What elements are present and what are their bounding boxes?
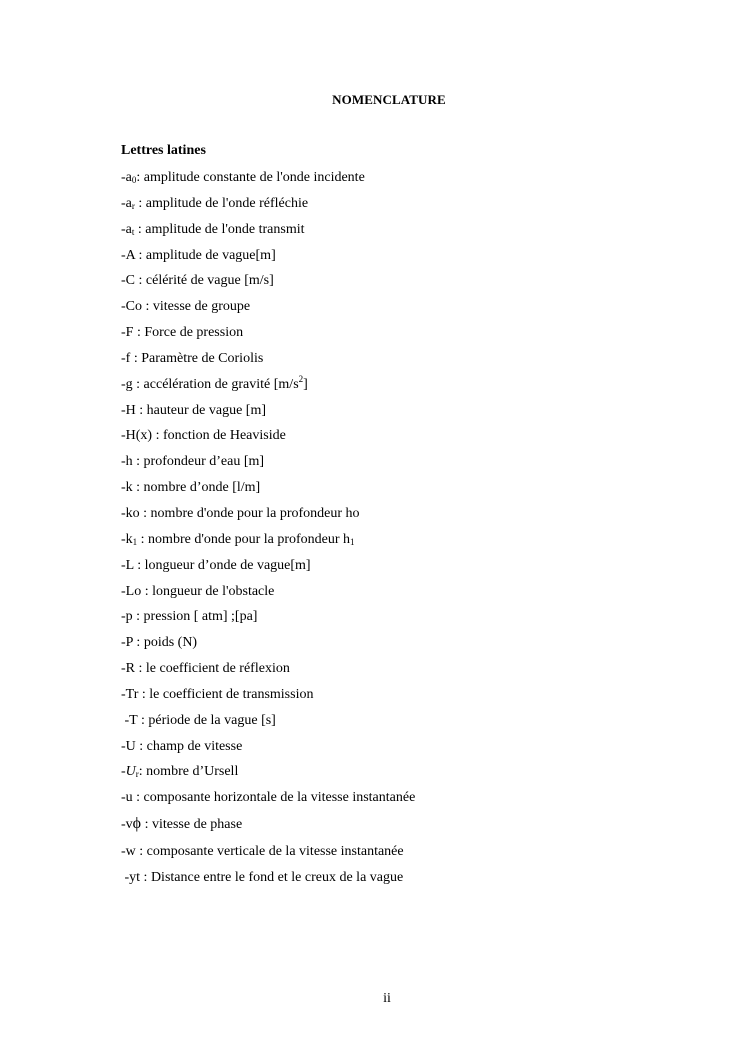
definition: -A : amplitude de vague[m]	[121, 247, 276, 263]
subscript: 1	[350, 536, 355, 547]
definition: : amplitude de l'onde transmit	[134, 221, 305, 237]
list-item	[121, 762, 415, 788]
list-item	[121, 842, 415, 868]
list-item	[121, 582, 415, 608]
symbol: -a	[121, 195, 132, 211]
list-item	[121, 607, 415, 633]
list-item	[121, 504, 415, 530]
list-item	[121, 659, 415, 685]
definition: -p : pression [ atm] ;[pa]	[121, 609, 258, 625]
definition: -Co : vitesse de groupe	[121, 299, 251, 315]
subscript: r	[131, 200, 135, 211]
list-item	[121, 297, 415, 323]
list-item	[121, 815, 415, 842]
symbol: -v	[121, 817, 133, 833]
nomenclature-list	[121, 168, 415, 894]
definition: : nombre d'onde pour la profondeur h	[137, 531, 351, 547]
list-item	[121, 194, 415, 220]
definition: -k : nombre d’onde [l/m]	[121, 480, 261, 496]
list-item	[121, 788, 415, 815]
definition: -Tr : le coefficient de transmission	[121, 686, 314, 702]
subscript: r	[135, 769, 139, 780]
definition: -F : Force de pression	[121, 325, 244, 341]
list-item	[121, 375, 415, 401]
list-item	[121, 556, 415, 582]
list-item	[121, 737, 415, 763]
list-item	[121, 271, 415, 297]
definition: -Lo : longueur de l'obstacle	[121, 583, 275, 599]
list-item	[121, 530, 415, 556]
superscript: 2	[298, 373, 304, 384]
italic-symbol: U	[125, 764, 136, 780]
definition: -yt : Distance entre le fond et le creux de la vague	[121, 870, 404, 886]
list-item	[121, 168, 415, 194]
list-item	[121, 220, 415, 246]
definition: -H(x) : fonction de Heaviside	[121, 428, 286, 444]
subscript: t	[131, 226, 135, 237]
list-item	[121, 349, 415, 375]
definition: -T : période de la vague [s]	[121, 712, 276, 728]
symbol: -a	[121, 170, 132, 185]
definition: : amplitude constante de l'onde incidente	[136, 170, 365, 185]
list-item	[121, 323, 415, 349]
definition: -R : le coefficient de réflexion	[121, 661, 290, 677]
definition: -h : profondeur d’eau [m]	[121, 454, 265, 470]
list-item	[121, 711, 415, 737]
section-heading: Lettres latines	[121, 143, 206, 158]
definition: : amplitude de l'onde réfléchie	[134, 195, 309, 211]
definition: -w : composante verticale de la vitesse instantanée	[121, 844, 404, 860]
symbol: -	[121, 764, 126, 780]
list-item	[121, 426, 415, 452]
definition: -L : longueur d’onde de vague[m]	[121, 557, 311, 573]
list-item	[121, 401, 415, 427]
symbol: -k	[121, 531, 133, 547]
symbol: -g : accélération de gravité [m/s	[121, 376, 299, 392]
list-item	[121, 452, 415, 478]
subscript: 1	[132, 536, 138, 547]
symbol: -a	[121, 221, 132, 237]
definition: -f : Paramètre de Coriolis	[121, 350, 264, 366]
phi-symbol: ϕ	[132, 815, 142, 833]
definition: -P : poids (N)	[121, 635, 198, 651]
definition: -H : hauteur de vague [m]	[121, 402, 266, 418]
subscript: 0	[131, 175, 137, 185]
list-item	[121, 478, 415, 504]
list-item	[121, 868, 415, 894]
definition: ]	[303, 376, 308, 392]
page-number: ii	[383, 991, 391, 1006]
definition: : nombre d’Ursell	[138, 764, 239, 780]
definition: -U : champ de vitesse	[121, 738, 243, 754]
page-title: NOMENCLATURE	[332, 92, 446, 107]
definition: -ko : nombre d'onde pour la profondeur ho	[121, 505, 360, 521]
list-item	[121, 633, 415, 659]
definition: -u : composante horizontale de la vitesse instantanée	[121, 790, 416, 806]
list-item	[121, 685, 415, 711]
list-item	[121, 246, 415, 272]
definition: -C : célérité de vague [m/s]	[121, 273, 274, 289]
definition: : vitesse de phase	[141, 817, 243, 833]
